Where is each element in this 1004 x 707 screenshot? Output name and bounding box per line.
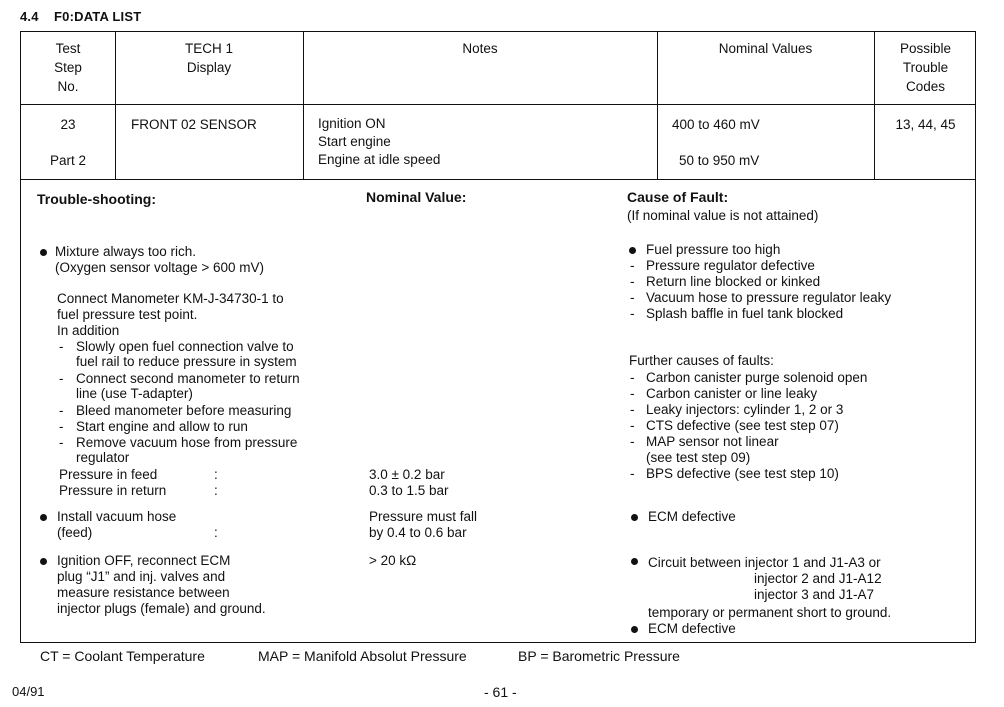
cause-vacuum-hose: Vacuum hose to pressure regulator leaky: [646, 290, 892, 305]
nominal-pressure-feed: 3.0 ± 0.2 bar: [369, 467, 445, 482]
header-line: Display: [186, 60, 232, 75]
nominal-pressure-fall-line2: by 0.4 to 0.6 bar: [369, 525, 467, 540]
colon: :: [214, 467, 218, 482]
section-number: 4.4: [20, 9, 39, 24]
header-line: Trouble: [902, 60, 949, 75]
nominal-pressure-fall-line1: Pressure must fall: [369, 509, 478, 524]
header-line: Possible: [899, 41, 952, 56]
cause-splash-baffle: Splash baffle in fuel tank blocked: [646, 306, 844, 321]
dash-icon: -: [630, 306, 635, 321]
note-line: Engine at idle speed: [318, 152, 441, 167]
header-divider: [21, 104, 975, 105]
ts-ignition-off-line1: Ignition OFF, reconnect ECM: [57, 553, 231, 568]
dash-icon: -: [59, 435, 64, 450]
header-line: Codes: [905, 79, 946, 94]
ts-pressure-return-label: Pressure in return: [59, 483, 167, 498]
dash-icon: -: [630, 434, 635, 449]
ts-step-second-manometer-line1: Connect second manometer to return: [76, 371, 300, 386]
cause-map-sensor-line2: (see test step 09): [646, 450, 751, 465]
tech1-display-value: FRONT 02 SENSOR: [131, 117, 257, 132]
cause-map-sensor-line1: MAP sensor not linear: [646, 434, 779, 449]
cause-canister-purge: Carbon canister purge solenoid open: [646, 370, 868, 385]
ts-mixture-line1: Mixture always too rich.: [55, 244, 197, 259]
dash-icon: -: [59, 339, 64, 354]
ts-step-open-valve-line1: Slowly open fuel connection valve to: [76, 339, 294, 354]
ts-step-second-manometer-line2: line (use T-adapter): [76, 386, 193, 401]
troubleshooting-title: Trouble-shooting:: [37, 191, 156, 207]
cause-circuit-line4: temporary or permanent short to ground.: [648, 605, 892, 620]
dash-icon: -: [59, 371, 64, 386]
dash-icon: -: [630, 386, 635, 401]
bullet-icon: [631, 558, 638, 565]
nominal-value-1: 400 to 460 mV: [672, 117, 760, 132]
cause-of-fault-title: Cause of Fault:: [627, 189, 729, 205]
bullet-icon: [40, 558, 47, 565]
cause-circuit-line2: injector 2 and J1-A12: [754, 571, 882, 586]
cause-fuel-pressure-high: Fuel pressure too high: [646, 242, 781, 257]
header-tech1-display: [115, 39, 303, 77]
cause-circuit-line3: injector 3 and J1-A7: [754, 587, 875, 602]
cause-canister-leaky: Carbon canister or line leaky: [646, 386, 818, 401]
header-line: Test: [55, 41, 81, 56]
bullet-icon: [631, 626, 638, 633]
dash-icon: -: [630, 258, 635, 273]
cause-return-line: Return line blocked or kinked: [646, 274, 821, 289]
cause-ecm-defective-2: ECM defective: [648, 621, 736, 636]
test-step-number: 23: [60, 117, 76, 132]
bullet-icon: [629, 247, 636, 254]
legend-map: MAP = Manifold Absolut Pressure: [258, 648, 467, 664]
header-trouble-codes: [874, 39, 977, 96]
nominal-resistance: > 20 kΩ: [369, 553, 417, 568]
bullet-icon: [40, 514, 47, 521]
further-causes-title: Further causes of faults:: [629, 353, 774, 368]
header-nominal-values: Nominal Values: [718, 41, 813, 56]
nominal-pressure-return: 0.3 to 1.5 bar: [369, 483, 449, 498]
footer-date: 04/91: [12, 684, 45, 699]
ts-step-remove-hose-line1: Remove vacuum hose from pressure: [76, 435, 298, 450]
cause-cts-defective: CTS defective (see test step 07): [646, 418, 839, 433]
cause-ecm-defective-1: ECM defective: [648, 509, 736, 524]
colon: :: [214, 483, 218, 498]
cause-of-fault-subtitle: (If nominal value is not attained): [627, 208, 819, 223]
section-title: F0:DATA LIST: [54, 9, 142, 24]
section-heading: [20, 9, 141, 24]
cause-leaky-injectors: Leaky injectors: cylinder 1, 2 or 3: [646, 402, 844, 417]
cause-circuit-line1: Circuit between injector 1 and J1-A3 or: [648, 555, 881, 570]
ts-mixture-line2: (Oxygen sensor voltage > 600 mV): [55, 260, 264, 275]
dash-icon: -: [630, 290, 635, 305]
dash-icon: -: [630, 402, 635, 417]
nominal-value-2: 50 to 950 mV: [679, 153, 760, 168]
dash-icon: -: [630, 274, 635, 289]
ts-connect-line3: In addition: [57, 323, 120, 338]
cause-pressure-regulator: Pressure regulator defective: [646, 258, 815, 273]
ts-install-hose-line1: Install vacuum hose: [57, 509, 177, 524]
dash-icon: -: [59, 419, 64, 434]
header-notes: Notes: [462, 41, 498, 56]
header-line: No.: [57, 79, 79, 94]
ts-ignition-off-line4: injector plugs (female) and ground.: [57, 601, 266, 616]
ts-step-open-valve-line2: fuel rail to reduce pressure in system: [76, 354, 297, 369]
ts-install-hose-line2: (feed): [57, 525, 93, 540]
ts-pressure-feed-label: Pressure in feed: [59, 467, 158, 482]
note-line: Ignition ON: [318, 116, 386, 131]
ts-step-remove-hose-line2: regulator: [76, 450, 130, 465]
dash-icon: -: [630, 370, 635, 385]
data-list-table: [20, 31, 976, 180]
ts-step-bleed: Bleed manometer before measuring: [76, 403, 292, 418]
page-number: - 61 -: [484, 684, 517, 700]
header-test-step: [21, 39, 115, 96]
notes-cell: [318, 115, 440, 169]
ts-ignition-off-line2: plug “J1” and inj. valves and: [57, 569, 226, 584]
header-line: TECH 1: [184, 41, 233, 56]
cause-bps-defective: BPS defective (see test step 10): [646, 466, 839, 481]
colon: :: [214, 525, 218, 540]
header-line: Step: [54, 60, 82, 75]
trouble-codes-value: 13, 44, 45: [895, 117, 956, 132]
ts-step-start-engine: Start engine and allow to run: [76, 419, 248, 434]
ts-connect-line1: Connect Manometer KM-J-34730-1 to: [57, 291, 284, 306]
nominal-value-title: Nominal Value:: [366, 189, 467, 205]
dash-icon: -: [630, 418, 635, 433]
legend-bp: BP = Barometric Pressure: [518, 648, 680, 664]
legend-ct: CT = Coolant Temperature: [40, 648, 205, 664]
note-line: Start engine: [318, 134, 391, 149]
bullet-icon: [631, 514, 638, 521]
dash-icon: -: [59, 403, 64, 418]
test-step-part: Part 2: [49, 153, 87, 168]
dash-icon: -: [630, 466, 635, 481]
ts-connect-line2: fuel pressure test point.: [57, 307, 198, 322]
ts-ignition-off-line3: measure resistance between: [57, 585, 230, 600]
bullet-icon: [40, 249, 47, 256]
